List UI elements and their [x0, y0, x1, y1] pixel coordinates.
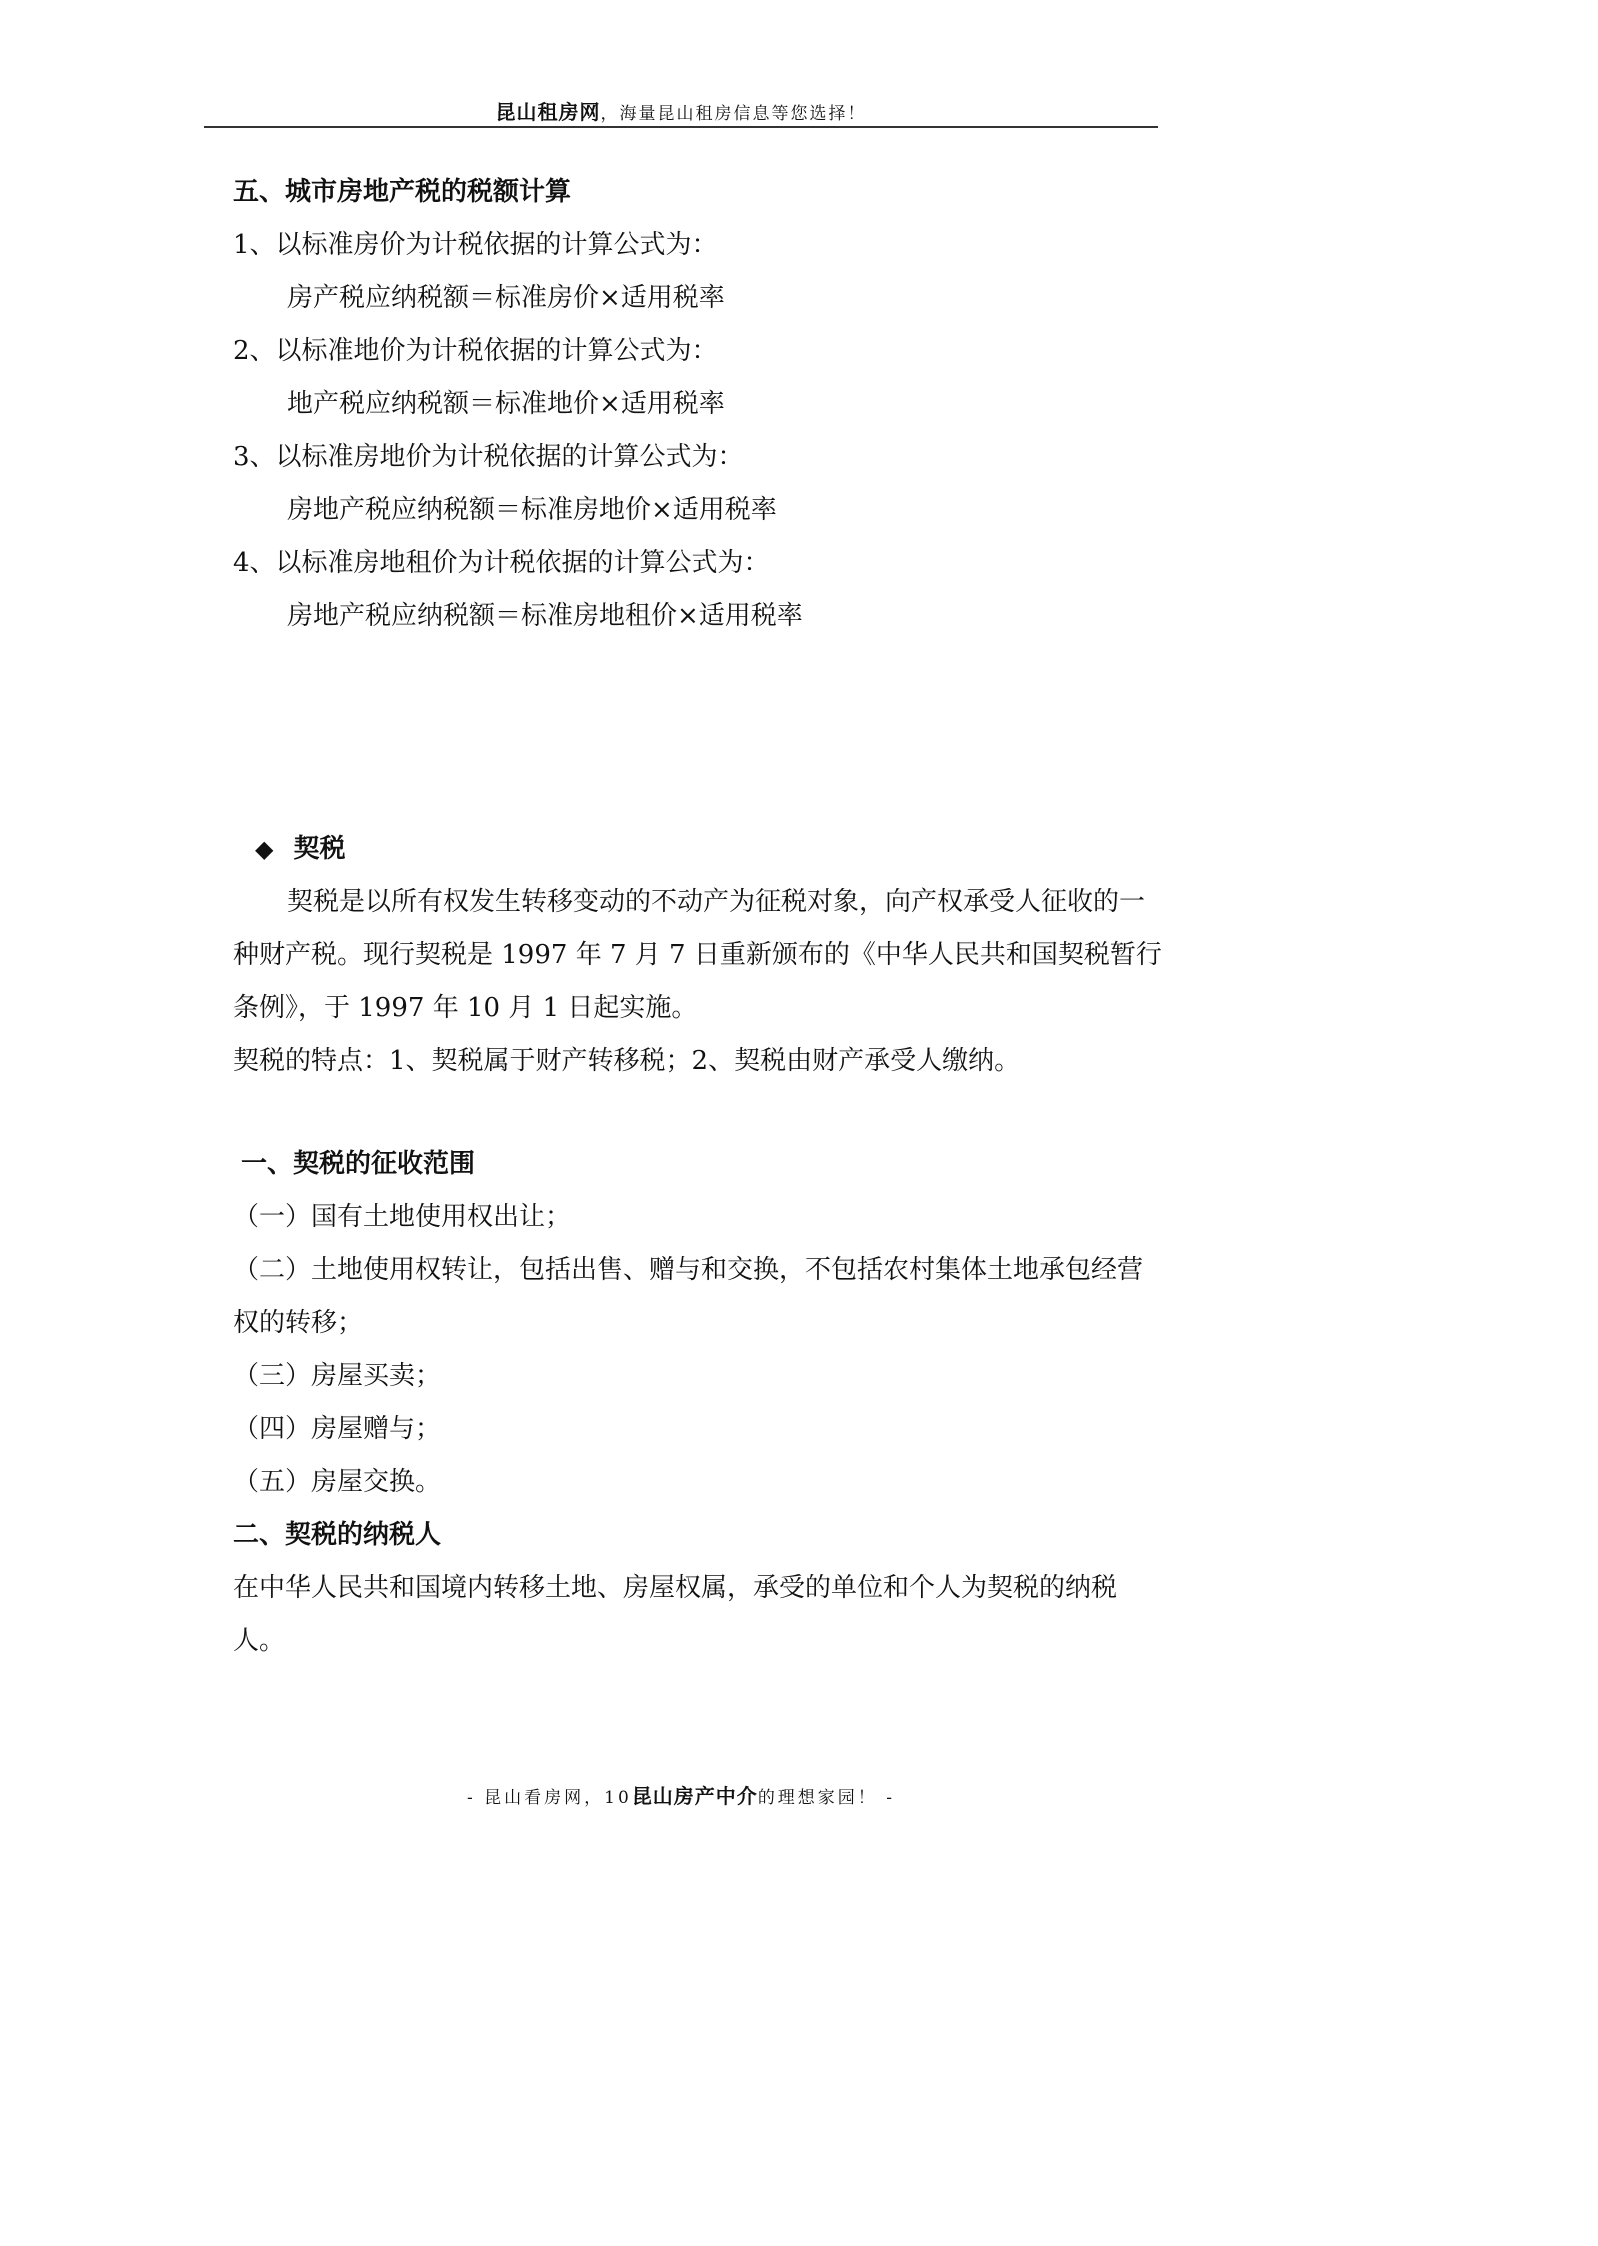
scope-item-2: （二）土地使用权转让，包括出售、赠与和交换，不包括农村集体土地承包经营权的转移；: [233, 1255, 1144, 1338]
footer-suffix: 的理想家园！ -: [757, 1788, 895, 1808]
section5-heading: 五、城市房地产税的税额计算: [233, 177, 572, 207]
header-divider: [204, 126, 1158, 128]
formula-3: 房地产税应纳税额＝标准房地价×适用税率: [287, 495, 777, 525]
taxpayer-text: 在中华人民共和国境内转移土地、房屋权属，承受的单位和个人为契税的纳税人。: [233, 1573, 1118, 1656]
scope-item-1: （一）国有土地使用权出让；: [233, 1202, 572, 1232]
formula-title-4: 4、以标准房地租价为计税依据的计算公式为：: [233, 548, 770, 578]
deed-tax-features: 契税的特点：1、契税属于财产转移税；2、契税由财产承受人缴纳。: [233, 1046, 1021, 1076]
page-header: [204, 96, 1158, 125]
formula-1: 房产税应纳税额＝标准房价×适用税率: [287, 283, 725, 313]
scope-item-3: （三）房屋买卖；: [233, 1361, 442, 1391]
scope-item-5: （五）房屋交换。: [233, 1467, 442, 1497]
formula-title-2: 2、以标准地价为计税依据的计算公式为：: [233, 336, 718, 366]
scope-item-4: （四）房屋赠与；: [233, 1414, 442, 1444]
page-footer: [204, 1780, 1158, 1809]
deed-tax-heading: [233, 823, 1163, 876]
document-body: [233, 166, 1163, 1668]
formula-title-1: 1、以标准房价为计税依据的计算公式为：: [233, 230, 718, 260]
formula-2: 地产税应纳税额＝标准地价×适用税率: [287, 389, 725, 419]
taxpayer-heading: 二、契税的纳税人: [233, 1520, 442, 1550]
scope-heading: 一、契税的征收范围: [241, 1149, 476, 1179]
footer-prefix: - 昆山看房网，10: [467, 1788, 632, 1808]
deed-tax-title: 契税: [293, 834, 346, 864]
diamond-bullet-icon: ◆: [255, 835, 274, 863]
formula-title-3: 3、以标准房地价为计税依据的计算公式为：: [233, 442, 744, 472]
deed-tax-intro: 契税是以所有权发生转移变动的不动产为征税对象，向产权承受人征收的一种财产税。现行契税是 1997 年 7 月 7 日重新颁布的《中华人民共和国契税暂行条例》，于 1997 年 10 月 1 日起实施。: [233, 887, 1162, 1023]
header-brand: 昆山租房网: [495, 100, 601, 124]
footer-brand: 昆山房产中介: [631, 1784, 758, 1808]
header-tagline: ，海量昆山租房信息等您选择！: [600, 104, 867, 124]
formula-4: 房地产税应纳税额＝标准房地租价×适用税率: [287, 601, 803, 631]
